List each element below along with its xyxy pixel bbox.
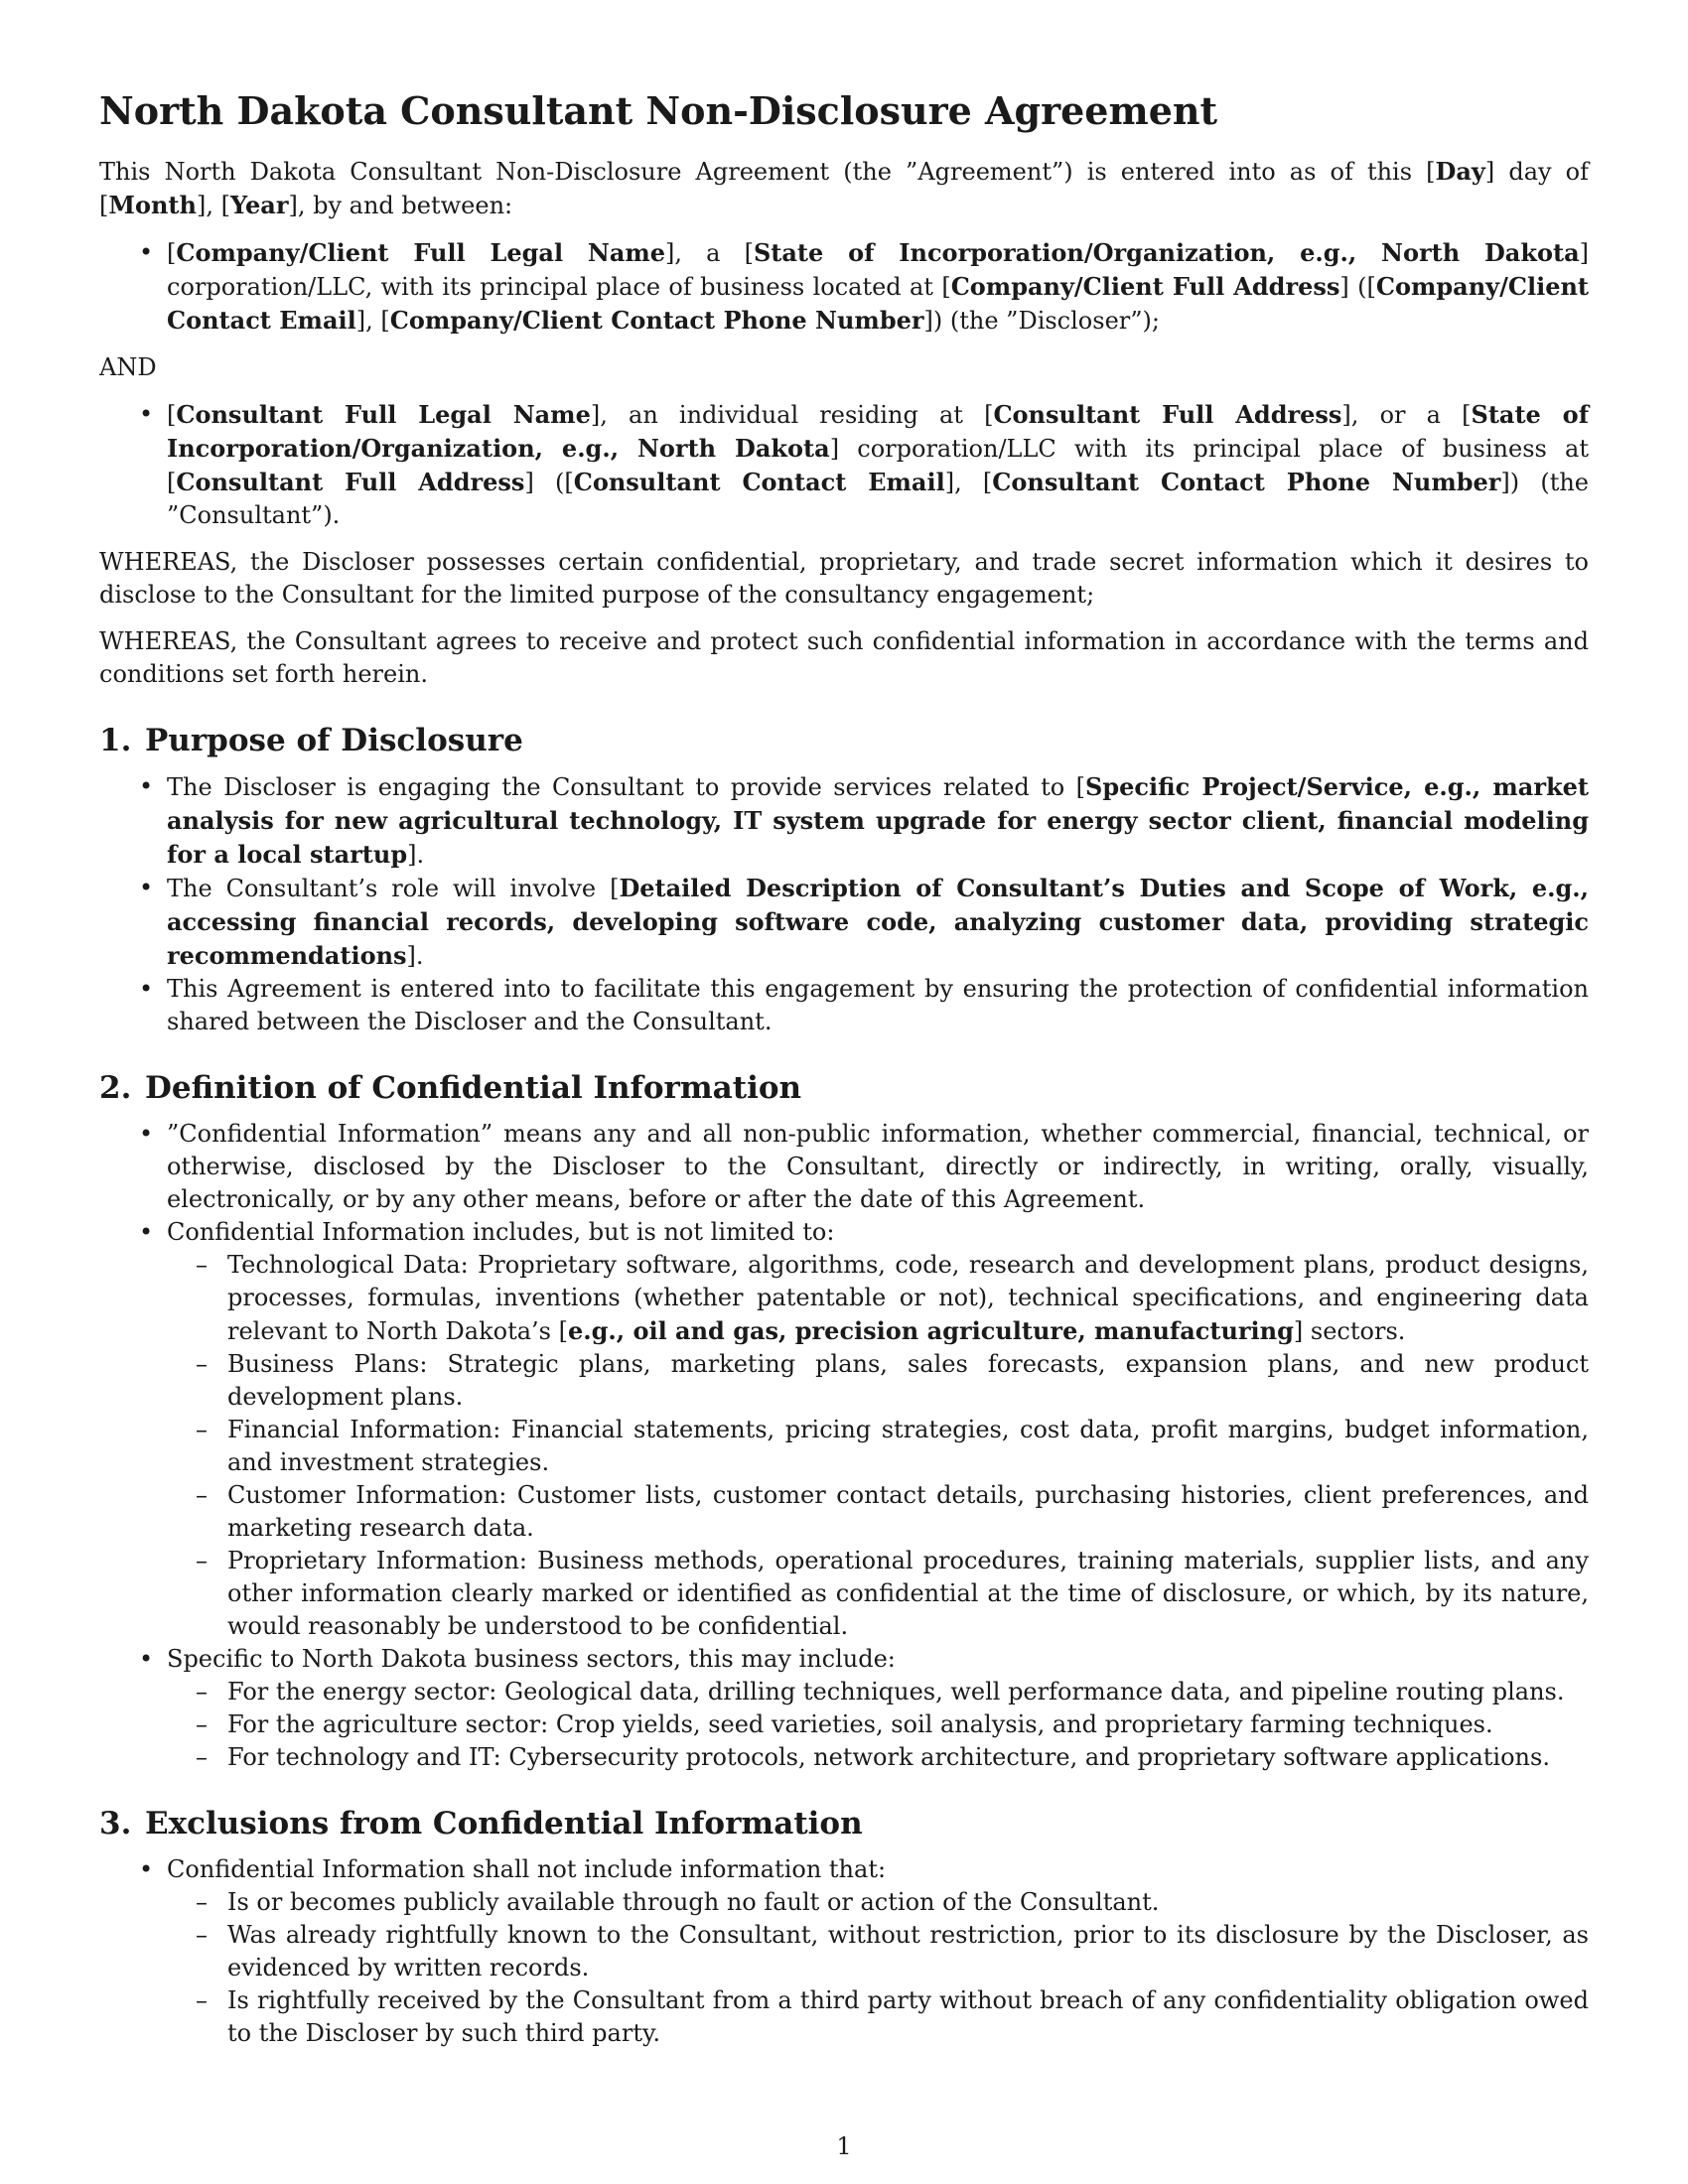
item-text: Confidential Information includes, but is not limited to: [167, 1218, 835, 1246]
sublist-item: – Was already rightfully known to the Consultant, without restriction, prior to its disclosure by the Discloser, as evidenced by written records. [166, 1919, 1589, 1984]
intro-text: day of [1494, 158, 1589, 186]
intro-text: This North Dakota Consultant Non-Disclosure Agreement (the ”Agreement”) is entered into as of this [99, 158, 1427, 186]
sublist-item: – Financial Information: Financial statements, pricing strategies, cost data, profit margins, budget information, and investment strategies. [166, 1414, 1589, 1479]
section-1-list [99, 770, 1589, 1038]
item-text: Technological Data: Proprietary software, algorithms, code, research and development plans, product designs, processes, formulas, inventions (whether patentable or not), technical specifications, and engineering data relevant to North Dakota’s [227, 1251, 1589, 1345]
duties-placeholder: Detailed Description of Consultant’s Duties and Scope of Work, e.g., accessing financial records, developing software code, analyzing customer data, providing strategic recommendations [167, 874, 1590, 970]
section-2-list [99, 1118, 1589, 1774]
page-number: 1 [836, 2132, 852, 2160]
sublist-item: – Business Plans: Strategic plans, marketing plans, sales forecasts, expansion plans, and new product development plans. [166, 1348, 1589, 1414]
section-1-heading [99, 721, 1589, 760]
sublist-item: – Is or becomes publicly available through no fault or action of the Consultant. [166, 1886, 1589, 1919]
party-text: corporation/LLC with its principal place of business at [839, 435, 1589, 463]
intro-paragraph: This North Dakota Consultant Non-Disclosure Agreement (the ”Agreement”) is entered into as of this [Day] day of [Month], [Year], by and between: [99, 157, 1589, 219]
intro-text: , [206, 192, 221, 219]
day-placeholder: Day [1435, 157, 1485, 186]
party-text: ) (the ”Discloser”); [932, 307, 1160, 335]
party-text: , or a [1350, 401, 1463, 429]
consultant-address-placeholder: Consultant Full Address [993, 400, 1342, 429]
whereas-clause-2: WHEREAS, the Consultant agrees to receive and protect such confidential information in accordance with the terms and conditions set forth herein. [99, 627, 1589, 688]
party-text: , a [674, 239, 745, 267]
consultant-email-placeholder: Consultant Contact Email [573, 468, 945, 496]
discloser-state-placeholder: State of Incorporation/Organization, e.g., North Dakota [753, 238, 1580, 267]
list-item: • ”Confidential Information” means any and all non-public information, whether commercial, financial, technical, or otherwise, disclosed by the Discloser to the Consultant, directly or indirectly, in writing, orally, visually, electronically, or by any other means, before or after the date of this Agreement. [99, 1118, 1589, 1216]
discloser-phone-placeholder: Company/Client Contact Phone Number [389, 306, 924, 335]
sublist-item: – Technological Data: Proprietary software, algorithms, code, research and development plans, product designs, processes, formulas, inventions (whether patentable or not), technical specifications, and engineering data relevant to North Dakota’s [e.g., oil and gas, precision agriculture, manufacturing] sectors. [166, 1249, 1589, 1348]
sublist [167, 1249, 1589, 1643]
intro-text: , by and between: [297, 192, 513, 219]
section-3-heading [99, 1804, 1589, 1843]
party-text: ) (the ”Consultant”). [167, 469, 1589, 529]
party-text: corporation/LLC, with its principal place of business located at [167, 273, 942, 301]
section-title: Exclusions from Confidential Information [145, 1806, 863, 1842]
sublist [167, 1676, 1589, 1774]
sublist-item: – For the energy sector: Geological data, drilling techniques, well performance data, and pipeline routing plans. [166, 1676, 1589, 1708]
and-separator: AND [99, 353, 157, 381]
list-item: • The Discloser is engaging the Consultant to provide services related to [Specific Project/Service, e.g., market analysis for new agricultural technology, IT system upgrade for energy sector client, financial modeling for a local startup]. [99, 770, 1589, 872]
section-number: 3. [99, 1806, 132, 1842]
list-item [99, 1643, 1589, 1774]
sublist-item: – Proprietary Information: Business methods, operational procedures, training materials, supplier lists, and any other information clearly marked or identified as confidential at the time of disclosure, or which, by its nature, would reasonably be understood to be confidential. [166, 1545, 1589, 1643]
consultant-state-placeholder: State of Incorporation/Organization, e.g., North Dakota [167, 400, 1590, 463]
list-item [99, 1853, 1589, 2050]
section-number: 2. [99, 1070, 132, 1106]
sublist-item: – For the agriculture sector: Crop yields, seed varieties, soil analysis, and proprietary farming techniques. [166, 1708, 1589, 1741]
month-placeholder: Month [108, 191, 197, 219]
project-placeholder: Specific Project/Service, e.g., market analysis for new agricultural technology, IT system upgrade for energy sector client, financial modeling for a local startup [167, 772, 1589, 869]
consultant-address2-placeholder: Consultant Full Address [176, 468, 525, 496]
discloser-list [99, 236, 1589, 338]
sublist-item: – For technology and IT: Cybersecurity protocols, network architecture, and proprietary software applications. [166, 1741, 1589, 1774]
party-text: , an individual residing at [600, 401, 985, 429]
consultant-list [99, 398, 1589, 532]
section-title: Purpose of Disclosure [145, 723, 523, 758]
sublist-item: – Customer Information: Customer lists, customer contact details, purchasing histories, client preferences, and marketing research data. [166, 1479, 1589, 1545]
list-item: • This Agreement is entered into to facilitate this engagement by ensuring the protection of confidential information shared between the Discloser and the Consultant. [99, 973, 1589, 1038]
sublist [167, 1886, 1589, 2050]
item-text: Specific to North Dakota business sectors, this may include: [167, 1645, 896, 1673]
consultant-party: • [Consultant Full Legal Name], an individual residing at [Consultant Full Address], or a [State of Incorporation/Organization, e.g., North Dakota] corporation/LLC with its principal place of business at [Consultant Full Address] ([Consultant Contact Email], [Consultant Contact Phone Number]) (the ”Consultant”). [99, 398, 1589, 532]
section-2-heading [99, 1068, 1589, 1108]
list-item [99, 1216, 1589, 1643]
list-item: • The Consultant’s role will involve [Detailed Description of Consultant’s Duties and Scope of Work, e.g., accessing financial records, developing software code, analyzing customer data, providing strategic recommendations]. [99, 872, 1589, 973]
item-text: The Discloser is engaging the Consultant to provide services related to [167, 773, 1076, 801]
item-text: sectors. [1303, 1317, 1406, 1345]
section-3-list [99, 1853, 1589, 2050]
section-number: 1. [99, 723, 132, 758]
discloser-party: • [Company/Client Full Legal Name], a [State of Incorporation/Organization, e.g., North Dakota] corporation/LLC, with its principal place of business located at [Company/Client Full Address] ([Company/Client Contact Email], [Company/Client Contact Phone Number]) (the ”Discloser”); [99, 236, 1589, 338]
consultant-name-placeholder: Consultant Full Legal Name [176, 400, 591, 429]
sectors-placeholder: e.g., oil and gas, precision agriculture, manufacturing [567, 1316, 1294, 1345]
document-title: North Dakota Consultant Non-Disclosure Agreement [99, 88, 1218, 133]
discloser-email-placeholder: Company/Client Contact Email [167, 272, 1589, 335]
consultant-phone-placeholder: Consultant Contact Phone Number [992, 468, 1501, 496]
discloser-address-placeholder: Company/Client Full Address [950, 272, 1340, 301]
sublist-item: – Is rightfully received by the Consultant from a third party without breach of any confidentiality obligation owed to the Discloser by such third party. [166, 1984, 1589, 2050]
item-text: The Consultant’s role will involve [167, 875, 611, 902]
item-text: Confidential Information shall not include information that: [167, 1855, 887, 1883]
discloser-name-placeholder: Company/Client Full Legal Name [176, 238, 666, 267]
year-placeholder: Year [229, 191, 289, 219]
document-page [99, 87, 1589, 2064]
section-title: Definition of Confidential Information [145, 1070, 802, 1106]
whereas-clause-1: WHEREAS, the Discloser possesses certain confidential, proprietary, and trade secret information which it desires to disclose to the Consultant for the limited purpose of the consultancy engagement; [99, 548, 1589, 609]
